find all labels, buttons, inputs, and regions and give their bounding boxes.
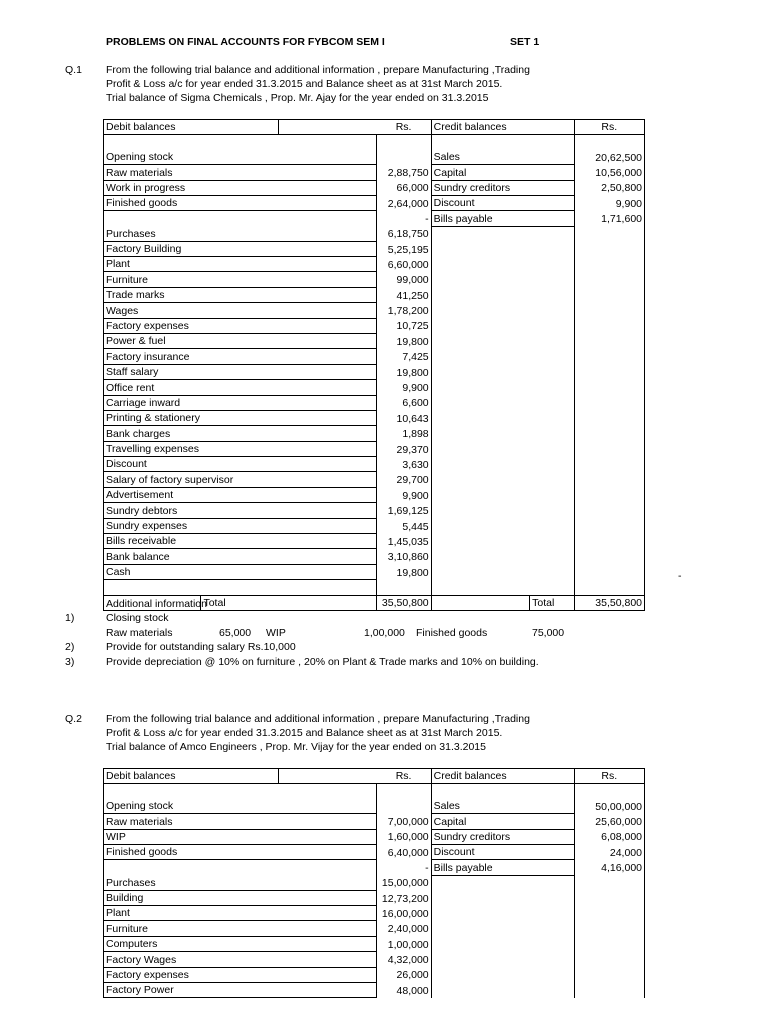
credit-amount: 1,71,600 (574, 211, 644, 226)
closing-raw-label: Raw materials (106, 627, 173, 639)
credit-account: Sales (431, 150, 574, 165)
debit-account: Factory Building (104, 241, 377, 256)
credit-account: Capital (431, 814, 574, 829)
debit-amount: 3,630 (377, 457, 432, 472)
debit-amount: 9,900 (377, 487, 432, 502)
debit-account: Raw materials (104, 165, 377, 180)
credit-account (431, 318, 574, 333)
credit-amount: 4,16,000 (574, 860, 644, 875)
credit-account (431, 982, 574, 997)
credit-account: Discount (431, 844, 574, 859)
table-row (104, 472, 645, 487)
credit-amount: 24,000 (574, 844, 644, 859)
table-row (104, 936, 645, 951)
credit-account: Capital (431, 165, 574, 180)
debit-amount: 66,000 (377, 180, 432, 195)
closing-fg-value: 75,000 (532, 627, 565, 639)
debit-account (104, 860, 377, 875)
q1-trial-balance-table (103, 119, 645, 611)
debit-account: Salary of factory supervisor (104, 472, 377, 487)
q2-trial-balance-table (103, 768, 645, 998)
credit-amount (574, 472, 644, 487)
debit-header: Debit balances (104, 120, 201, 135)
credit-account (431, 967, 574, 982)
table-row (104, 860, 645, 875)
debit-account (104, 211, 377, 226)
table-row (104, 564, 645, 579)
debit-amount: 5,445 (377, 518, 432, 533)
credit-amount (574, 457, 644, 472)
credit-amount (574, 952, 644, 967)
debit-amount (377, 150, 432, 165)
header-blank (201, 769, 278, 784)
credit-amount (574, 487, 644, 502)
spacer-cell (201, 784, 278, 799)
credit-amount (574, 936, 644, 951)
spacer-row (104, 784, 645, 799)
header-blank (530, 120, 574, 135)
debit-account: Cash (104, 564, 377, 579)
debit-amount: 1,898 (377, 426, 432, 441)
q1-line-2: Profit & Loss a/c for year ended 31.3.2015 and Balance sheet as at 31st March 2015. (106, 78, 503, 90)
debit-account: Power & fuel (104, 333, 377, 348)
debit-account: Furniture (104, 272, 377, 287)
credit-account: Sales (431, 799, 574, 814)
credit-amount (574, 549, 644, 564)
additional-heading: Additional information (106, 598, 207, 610)
debit-account: Building (104, 890, 377, 905)
debit-amount: 41,250 (377, 287, 432, 302)
table-row (104, 272, 645, 287)
debit-amount: 3,10,860 (377, 549, 432, 564)
debit-amount: 1,78,200 (377, 303, 432, 318)
debit-amount: 1,45,035 (377, 534, 432, 549)
q1-number: Q.1 (65, 64, 82, 76)
q2-number: Q.2 (65, 713, 82, 725)
table-row (104, 349, 645, 364)
credit-amount: 2,50,800 (574, 180, 644, 195)
debit-account: Sundry expenses (104, 518, 377, 533)
header-blank (201, 120, 278, 135)
spacer-cell (104, 580, 201, 595)
debit-account: Purchases (104, 226, 377, 241)
credit-amount (574, 272, 644, 287)
table-row (104, 534, 645, 549)
credit-account (431, 333, 574, 348)
table-row (104, 410, 645, 425)
credit-header: Credit balances (431, 769, 530, 784)
q2-line-3: Trial balance of Amco Engineers , Prop. Mr. Vijay for the year ended on 31.3.2015 (106, 741, 486, 753)
table-row (104, 982, 645, 997)
debit-account: Computers (104, 936, 377, 951)
table-row (104, 211, 645, 226)
credit-account (431, 549, 574, 564)
debit-account: Factory expenses (104, 318, 377, 333)
debit-account: Office rent (104, 380, 377, 395)
debit-amount: 6,40,000 (377, 844, 432, 859)
credit-account (431, 349, 574, 364)
credit-amount (574, 287, 644, 302)
debit-amount: 2,40,000 (377, 921, 432, 936)
debit-account: Trade marks (104, 287, 377, 302)
spacer-cell (530, 580, 574, 595)
debit-amount: 19,800 (377, 333, 432, 348)
debit-account: Advertisement (104, 487, 377, 502)
table-row (104, 180, 645, 195)
debit-total: 35,50,800 (377, 595, 432, 610)
credit-account (431, 921, 574, 936)
credit-amount: 50,00,000 (574, 799, 644, 814)
credit-amount (574, 410, 644, 425)
table-row (104, 890, 645, 905)
credit-amount (574, 333, 644, 348)
credit-account (431, 503, 574, 518)
credit-account (431, 395, 574, 410)
spacer-cell (278, 135, 377, 150)
rs-header-2: Rs. (574, 120, 644, 135)
debit-amount: 12,73,200 (377, 890, 432, 905)
credit-amount (574, 303, 644, 318)
spacer-cell (278, 580, 377, 595)
q2-line-2: Profit & Loss a/c for year ended 31.3.2015 and Balance sheet as at 31st March 2015. (106, 727, 503, 739)
debit-account: Carriage inward (104, 395, 377, 410)
table-row (104, 318, 645, 333)
debit-amount: 26,000 (377, 967, 432, 982)
credit-amount (574, 380, 644, 395)
debit-amount: 29,370 (377, 441, 432, 456)
credit-account (431, 936, 574, 951)
total-blank (431, 595, 530, 610)
credit-account (431, 426, 574, 441)
credit-amount (574, 906, 644, 921)
credit-amount (574, 257, 644, 272)
credit-amount: 9,900 (574, 195, 644, 210)
credit-account (431, 364, 574, 379)
credit-amount (574, 441, 644, 456)
credit-account (431, 952, 574, 967)
table-row (104, 967, 645, 982)
credit-amount (574, 349, 644, 364)
debit-account: Finished goods (104, 195, 377, 210)
table-row (104, 549, 645, 564)
debit-amount: 6,60,000 (377, 257, 432, 272)
set-label: SET 1 (510, 36, 540, 48)
spacer-cell (574, 580, 644, 595)
credit-account (431, 257, 574, 272)
credit-account (431, 534, 574, 549)
rs-header-2: Rs. (574, 769, 644, 784)
spacer-cell (377, 580, 432, 595)
debit-account: Plant (104, 257, 377, 272)
table-row (104, 257, 645, 272)
credit-account (431, 241, 574, 256)
item-number-3: 3) (65, 656, 75, 668)
debit-amount: 2,88,750 (377, 165, 432, 180)
spacer-cell (431, 784, 530, 799)
debit-account: Factory Power (104, 982, 377, 997)
spacer-cell (104, 784, 201, 799)
table-row (104, 503, 645, 518)
credit-account (431, 875, 574, 890)
spacer-cell (201, 580, 278, 595)
debit-account: Raw materials (104, 814, 377, 829)
credit-amount (574, 395, 644, 410)
debit-amount: 7,425 (377, 349, 432, 364)
credit-amount (574, 226, 644, 241)
table-row (104, 518, 645, 533)
spacer-cell (201, 135, 278, 150)
debit-amount: - (377, 211, 432, 226)
debit-amount: 19,800 (377, 564, 432, 579)
debit-account: Opening stock (104, 150, 377, 165)
debit-amount: 10,643 (377, 410, 432, 425)
q1-line-1: From the following trial balance and additional information , prepare Manufacturing ,Trading (106, 64, 530, 76)
closing-stock-label: Closing stock (106, 612, 169, 624)
q2-line-1: From the following trial balance and additional information , prepare Manufacturing ,Trading (106, 713, 530, 725)
credit-amount (574, 890, 644, 905)
debit-account: Bank charges (104, 426, 377, 441)
credit-amount (574, 921, 644, 936)
debit-amount: 16,00,000 (377, 906, 432, 921)
table-row (104, 799, 645, 814)
credit-amount (574, 518, 644, 533)
credit-amount (574, 503, 644, 518)
table-row (104, 426, 645, 441)
debit-amount: 1,60,000 (377, 829, 432, 844)
credit-account (431, 518, 574, 533)
debit-amount: 48,000 (377, 982, 432, 997)
credit-account (431, 890, 574, 905)
item-3-text: Provide depreciation @ 10% on furniture , 20% on Plant & Trade marks and 10% on building. (106, 656, 539, 668)
credit-account: Bills payable (431, 211, 574, 226)
credit-amount: 20,62,500 (574, 150, 644, 165)
debit-account: Furniture (104, 921, 377, 936)
debit-amount: 10,725 (377, 318, 432, 333)
spacer-cell (278, 784, 377, 799)
debit-account: Wages (104, 303, 377, 318)
spacer-cell (104, 135, 201, 150)
credit-amount (574, 875, 644, 890)
table-row (104, 921, 645, 936)
debit-amount: 19,800 (377, 364, 432, 379)
closing-fg-label: Finished goods (416, 627, 488, 639)
credit-amount: 10,56,000 (574, 165, 644, 180)
table-row (104, 303, 645, 318)
table-row (104, 875, 645, 890)
credit-amount (574, 982, 644, 997)
page-title: PROBLEMS ON FINAL ACCOUNTS FOR FYBCOM SEM I (106, 36, 385, 48)
credit-amount (574, 241, 644, 256)
debit-account: Travelling expenses (104, 441, 377, 456)
credit-amount: 25,60,000 (574, 814, 644, 829)
credit-account (431, 457, 574, 472)
debit-amount: 29,700 (377, 472, 432, 487)
table-row (104, 441, 645, 456)
debit-amount: 7,00,000 (377, 814, 432, 829)
table-row (104, 333, 645, 348)
credit-account (431, 272, 574, 287)
item-number-1: 1) (65, 612, 75, 624)
table-row (104, 364, 645, 379)
credit-amount (574, 534, 644, 549)
debit-account: Purchases (104, 875, 377, 890)
credit-amount (574, 318, 644, 333)
credit-account (431, 564, 574, 579)
debit-amount: 1,69,125 (377, 503, 432, 518)
credit-header: Credit balances (431, 120, 530, 135)
table-row (104, 487, 645, 502)
table-header-row (104, 769, 645, 784)
debit-account: Discount (104, 457, 377, 472)
header-blank (278, 769, 377, 784)
table-row (104, 287, 645, 302)
spacer-cell (574, 784, 644, 799)
spacer-cell (530, 784, 574, 799)
dash-mark: - (678, 570, 682, 582)
credit-account (431, 906, 574, 921)
spacer-cell (431, 580, 530, 595)
table-row (104, 226, 645, 241)
credit-account (431, 487, 574, 502)
credit-account (431, 226, 574, 241)
debit-amount: 1,00,000 (377, 936, 432, 951)
table-row (104, 195, 645, 210)
debit-amount: 6,18,750 (377, 226, 432, 241)
spacer-cell (530, 135, 574, 150)
table-row (104, 457, 645, 472)
rs-header: Rs. (377, 769, 432, 784)
table-row (104, 814, 645, 829)
spacer-cell (377, 784, 432, 799)
debit-amount: 15,00,000 (377, 875, 432, 890)
debit-account: Bills receivable (104, 534, 377, 549)
debit-amount: 2,64,000 (377, 195, 432, 210)
header-blank (278, 120, 377, 135)
item-number-2: 2) (65, 641, 75, 653)
debit-account: Printing & stationery (104, 410, 377, 425)
debit-account: Factory Wages (104, 952, 377, 967)
credit-account (431, 410, 574, 425)
credit-account (431, 380, 574, 395)
credit-account (431, 441, 574, 456)
debit-amount: 6,600 (377, 395, 432, 410)
spacer-cell (431, 135, 530, 150)
credit-amount (574, 564, 644, 579)
debit-account: Opening stock (104, 799, 377, 814)
header-blank (530, 769, 574, 784)
debit-account: WIP (104, 829, 377, 844)
credit-amount (574, 364, 644, 379)
table-row (104, 952, 645, 967)
credit-account: Discount (431, 195, 574, 210)
debit-account: Factory expenses (104, 967, 377, 982)
item-2-text: Provide for outstanding salary Rs.10,000 (106, 641, 296, 653)
debit-account: Work in progress (104, 180, 377, 195)
credit-account: Sundry creditors (431, 180, 574, 195)
closing-raw-value: 65,000 (219, 627, 252, 639)
debit-header: Debit balances (104, 769, 201, 784)
debit-account: Finished goods (104, 844, 377, 859)
spacer-cell (377, 135, 432, 150)
credit-amount: 6,08,000 (574, 829, 644, 844)
debit-account: Bank balance (104, 549, 377, 564)
table-row (104, 829, 645, 844)
credit-total-label: Total (530, 595, 574, 610)
credit-amount (574, 967, 644, 982)
debit-account: Staff salary (104, 364, 377, 379)
table-row (104, 165, 645, 180)
credit-account (431, 287, 574, 302)
table-row (104, 150, 645, 165)
debit-amount: 4,32,000 (377, 952, 432, 967)
closing-wip-label: WIP (266, 627, 286, 639)
table-row (104, 380, 645, 395)
spacer-row (104, 135, 645, 150)
credit-total: 35,50,800 (574, 595, 644, 610)
credit-account (431, 303, 574, 318)
closing-wip-value: 1,00,000 (364, 627, 405, 639)
table-row (104, 906, 645, 921)
q1-line-3: Trial balance of Sigma Chemicals , Prop. Mr. Ajay for the year ended on 31.3.2015 (106, 92, 489, 104)
debit-amount: 9,900 (377, 380, 432, 395)
debit-amount: 5,25,195 (377, 241, 432, 256)
debit-account: Sundry debtors (104, 503, 377, 518)
spacer-row (104, 580, 645, 595)
debit-amount (377, 799, 432, 814)
table-row (104, 395, 645, 410)
rs-header: Rs. (377, 120, 432, 135)
total-label: Total (201, 595, 278, 610)
debit-amount: 99,000 (377, 272, 432, 287)
table-header-row (104, 120, 645, 135)
credit-account: Sundry creditors (431, 829, 574, 844)
debit-account: Factory insurance (104, 349, 377, 364)
debit-amount: - (377, 860, 432, 875)
debit-account: Plant (104, 906, 377, 921)
total-blank (278, 595, 377, 610)
table-row (104, 844, 645, 859)
table-row (104, 241, 645, 256)
credit-account: Bills payable (431, 860, 574, 875)
credit-account (431, 472, 574, 487)
credit-amount (574, 426, 644, 441)
spacer-cell (574, 135, 644, 150)
